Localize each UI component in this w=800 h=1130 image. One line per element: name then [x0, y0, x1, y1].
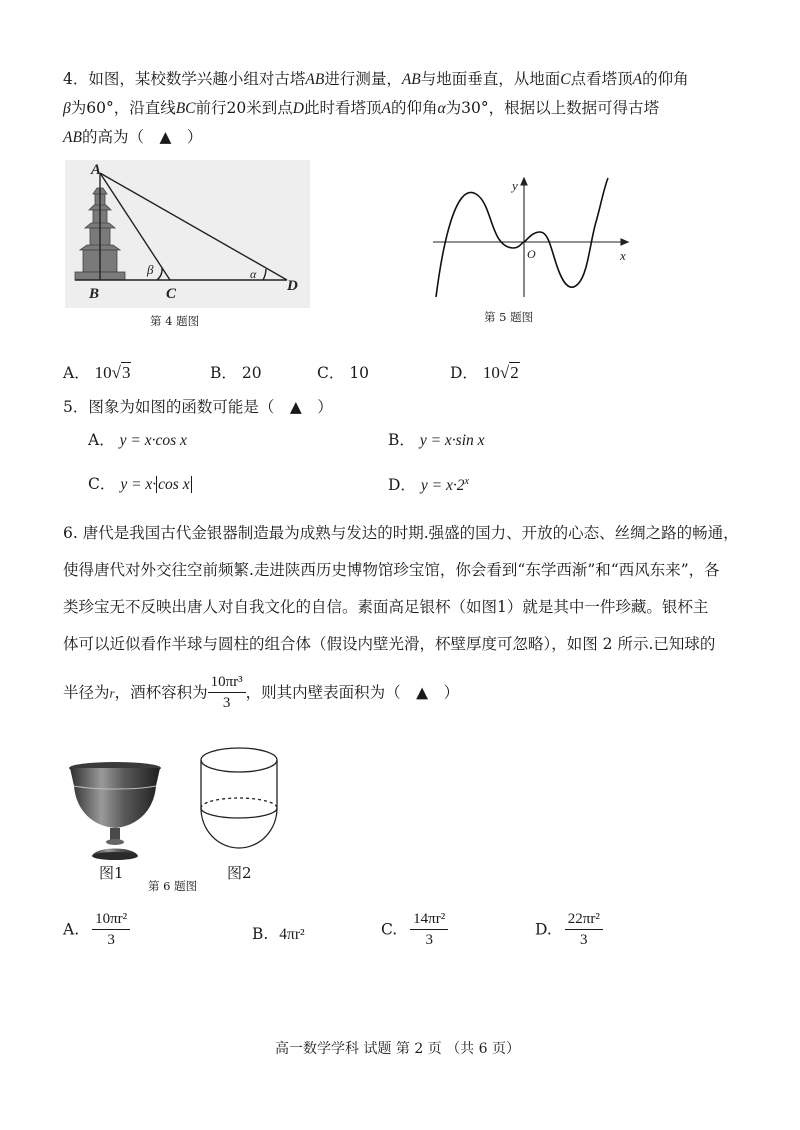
- q6-line-3: 类珍宝无不反映出唐人对自我文化的自信。素面高足银杯（如图1）就是其中一件珍藏。银杯主: [63, 598, 709, 616]
- q5-option-b: B． y = x·sin x: [388, 431, 485, 449]
- q4-line-2: β为60°，沿直线BC前行20米到点D此时看塔顶A的仰角α为30°，根据以上数据可得古塔: [63, 99, 660, 117]
- q5-option-a: A． y = x·cos x: [88, 431, 187, 449]
- cylinder-hemisphere-diagram: [196, 742, 282, 866]
- q4-line-1: 4．如图，某校数学兴趣小组对古塔AB进行测量，AB与地面垂直，从地面C点看塔顶A的仰角: [63, 70, 689, 88]
- q6-figure-caption: 第 6 题图: [148, 879, 198, 893]
- silver-cup-image: [66, 760, 164, 862]
- label-alpha: α: [250, 267, 257, 281]
- q6-option-c: C. $\frac{\text{14πr²}}{3}$: [381, 912, 448, 958]
- label-beta: β: [147, 262, 154, 277]
- q6-fig2-label: 图2: [227, 864, 252, 882]
- option-c-fraction: $\frac{\text{14πr²}}{3}$: [410, 912, 448, 948]
- q4-option-c: C． 10: [317, 364, 370, 382]
- origin-label: O: [527, 247, 536, 261]
- q6-fig1-label: 图1: [99, 864, 124, 882]
- option-d-fraction: $\frac{\text{22πr²}}{3}$: [565, 912, 603, 948]
- q4-option-b: B． 20: [210, 364, 262, 382]
- label-c: C: [166, 286, 177, 302]
- q5-option-d: D． $y = x\cdot 2^x$: [388, 476, 469, 495]
- q5-figure: [428, 172, 638, 302]
- q6-option-d: D. $\frac{\text{22πr²}}{3}$: [535, 912, 603, 958]
- q6-fig1: [66, 760, 164, 862]
- function-graph: [428, 172, 638, 302]
- page-footer: 高一数学学科 试题 第 2 页 （共 6 页）: [275, 1041, 520, 1057]
- axis-x-label: x: [620, 248, 626, 263]
- q4-line-3: AB的高为（ ▲ ）: [63, 128, 203, 146]
- label-a: A: [91, 162, 102, 178]
- q5-option-c: C． y = x· cos x: [88, 475, 190, 493]
- label-b: B: [89, 286, 100, 302]
- q4-option-d: D． 10√2: [450, 363, 519, 382]
- q4-figure: [65, 160, 310, 308]
- label-d: D: [287, 278, 298, 294]
- axis-y-label: y: [512, 178, 518, 193]
- q5-figure-caption: 第 5 题图: [484, 310, 534, 324]
- q6-option-a: A. $\frac{\text{10πr²}}{3}$: [63, 912, 130, 958]
- q6-option-b: B. 4πr²: [252, 925, 305, 943]
- q4-option-a: A． 10√3: [63, 363, 131, 382]
- tower-diagram: [65, 160, 310, 308]
- q6-line-2: 使得唐代对外交往空前频繁.走进陕西历史博物馆珍宝馆，你会看到“东学西渐”和“西风东来”，各: [63, 561, 720, 579]
- q5-stem: 5．图象为如图的函数可能是（ ▲ ）: [63, 398, 333, 416]
- q6-fig2: [196, 742, 282, 866]
- q6-line-4: 体可以近似看作半球与圆柱的组合体（假设内壁光滑，杯壁厚度可忽略），如图 2 所示.已知球的: [63, 635, 716, 653]
- q4-figure-caption: 第 4 题图: [150, 314, 200, 328]
- q6-line-1: 6. 唐代是我国古代金银器制造最为成熟与发达的时期.强盛的国力、开放的心态、丝绸之路的畅通，: [63, 524, 739, 542]
- q6-line-5: 半径为r，酒杯容积为 $\frac{\text{10πr³}}{3}$ ，则其内壁表面积为（ ▲ ）: [63, 674, 460, 711]
- option-a-fraction: $\frac{\text{10πr²}}{3}$: [92, 912, 130, 948]
- capacity-fraction: $\frac{\text{10πr³}}{3}$: [208, 675, 246, 711]
